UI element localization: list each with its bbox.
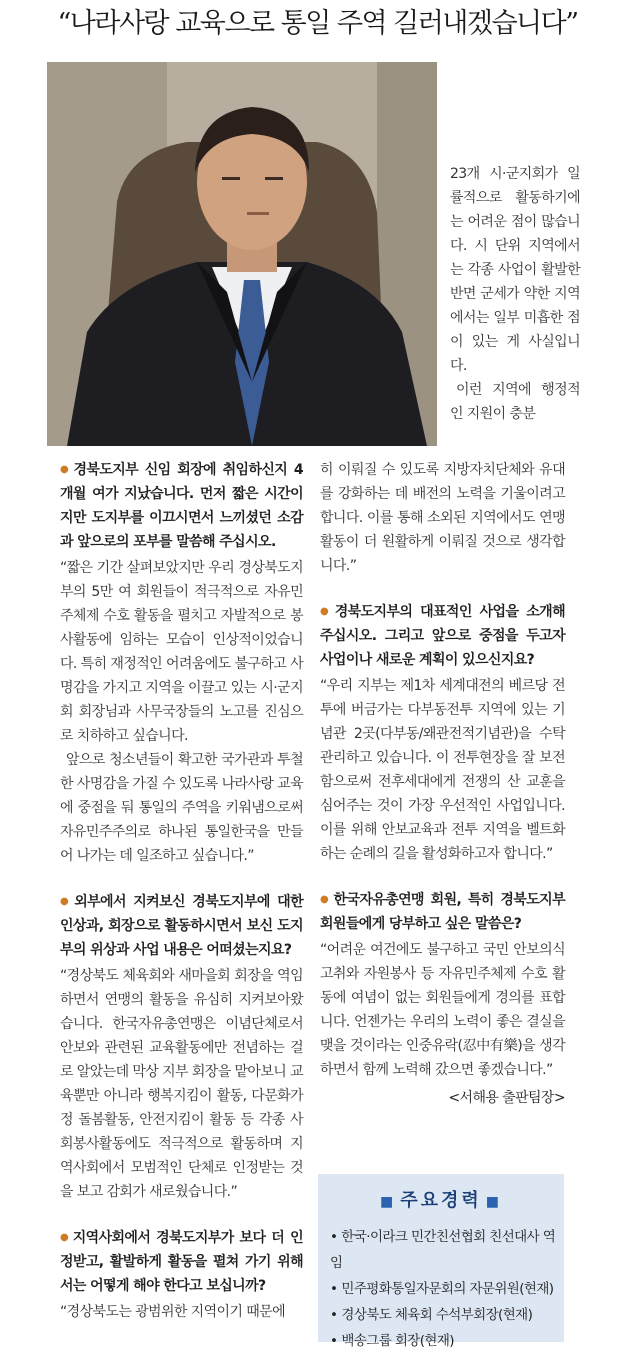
question-3: ● 지역사회에서 경북도지부가 보다 더 인정받고, 활발하게 활동을 펼쳐 가기 위해서는 어떻게 해야 한다고 보십니까? [60,1230,303,1294]
left-column [60,458,303,1324]
square-icon: ■ [379,1194,397,1210]
career-item: • 경상북도 체육회 수석부회장(현재) [330,1307,533,1323]
career-item: • 민주평화통일자문회의 자문위원(현재) [330,1281,554,1297]
byline: <서해용 출판팀장> [448,1090,565,1106]
answer-3-continued: 히 이뤄질 수 있도록 지방자치단체와 유대를 강화하는 데 배전의 노력을 기울이려고 합니다. 이를 통해 소외된 지역에서도 연맹 활동이 더 원활하게 이뤄질 것으로 생각합니다.” [320,462,565,574]
career-box [318,1174,564,1349]
career-item: • 백송그룹 회장(현재) [330,1333,454,1349]
bullet-icon: ● [60,464,71,475]
answer-2: “경상북도 체육회와 새마을회 회장을 역임하면서 연맹의 활동을 유심히 지켜보아왔습니다. 한국자유총연맹은 이념단체로서 안보와 관련된 교육활동에만 전념하는 걸로 알았는데 막상 지부 회장을 맡아보니 교육뿐만 아니라 행복지킴이 활동, 다문화가정 돌봄활동, 안전지킴이 활동 등 각종 사회봉사활동에도 적극적으로 활동하며 지역사회에서 모범적인 단체로 인정받는 것을 보고 감회가 새로웠습니다.” [60,968,303,1200]
portrait-photo [47,62,437,446]
question-2: ● 외부에서 지켜보신 경북도지부에 대한 인상과, 회장으로 활동하시면서 보신 도지부의 위상과 사업 내용은 어떠셨는지요? [60,894,303,958]
career-item: • 한국·이라크 민간친선협회 친선대사 역임 [330,1229,556,1271]
bullet-icon: ● [320,894,331,905]
bullet-icon: ● [60,896,72,907]
square-icon: ■ [485,1194,503,1210]
question-4: ● 경북도지부의 대표적인 사업을 소개해 주십시오. 그리고 앞으로 중점을 두고자 사업이나 새로운 계획이 있으신지요? [320,604,565,668]
side-paragraph-2: 이런 지역에 행정적인 지원이 충분 [450,382,580,422]
bullet-icon: ● [60,1232,70,1243]
question-1: ● 경북도지부 신임 회장에 취임하신지 4개월 여가 지났습니다. 먼저 짧은 시간이지만 도지부를 이끄시면서 느끼셨던 소감과 앞으로의 포부를 말씀해 주십시오. [60,462,303,550]
answer-1-paragraph-1: “짧은 기간 살펴보았지만 우리 경상북도지부의 5만 여 회원들이 적극적으로 자유민주체제 수호 활동을 펼치고 자발적으로 봉사활동에 임하는 모습이 인상적이었습니다. 특히 재정적인 어려움에도 불구하고 사명감을 가지고 지역을 이끌고 있는 시·군지회 회장님과 사무국장들의 노고를 진심으로 치하하고 싶습니다. [60,560,303,744]
question-5: ● 한국자유총연맹 회원, 특히 경북도지부 회원들에게 당부하고 싶은 말씀은? [320,892,565,932]
headline: “나라사랑 교육으로 통일 주역 길러내겠습니다” [57,8,578,39]
bullet-icon: ● [320,606,332,617]
right-column [320,458,565,1110]
answer-5: “어려운 여건에도 불구하고 국민 안보의식 고취와 자원봉사 등 자유민주체제 수호 활동에 여념이 없는 회원들에게 경의를 표합니다. 언젠가는 우리의 노력이 좋은 결실을 맺을 것이라는 인중유락(忍中有樂)을 생각하면서 함께 노력해 갔으면 좋겠습니다.” [320,942,565,1078]
career-list [318,1224,564,1354]
side-paragraph: 23개 시·군지회가 일률적으로 활동하기에는 어려운 점이 많습니다. 시 단위 지역에서는 각종 사업이 활발한 반면 군세가 약한 지역에서는 일부 미흡한 점이 있는 게 사실입니다. [450,166,580,374]
answer-3: “경상북도는 광범위한 지역이기 때문에 [60,1304,285,1320]
career-title: ■ 주요경력 ■ [379,1190,503,1211]
side-column [450,162,580,426]
answer-1-paragraph-2: 앞으로 청소년들이 확고한 국가관과 투철한 사명감을 가질 수 있도록 나라사랑 교육에 중점을 둬 통일의 주역을 키워냄으로써 자유민주주의로 하나된 통일한국을 만들어 나가는 데 일조하고 싶습니다.” [60,752,303,864]
answer-4: “우리 지부는 제1차 세계대전의 베르당 전투에 버금가는 다부동전투 지역에 있는 기념관 2곳(다부동/왜관전적기념관)을 수탁 관리하고 있습니다. 이 전투현장을 잘 보전함으로써 전후세대에게 전쟁의 산 교훈을 심어주는 것이 가장 우선적인 사업입니다. 이를 위해 안보교육과 전투 지역을 벨트화 하는 순례의 길을 활성화하고자 합니다.” [320,678,565,862]
